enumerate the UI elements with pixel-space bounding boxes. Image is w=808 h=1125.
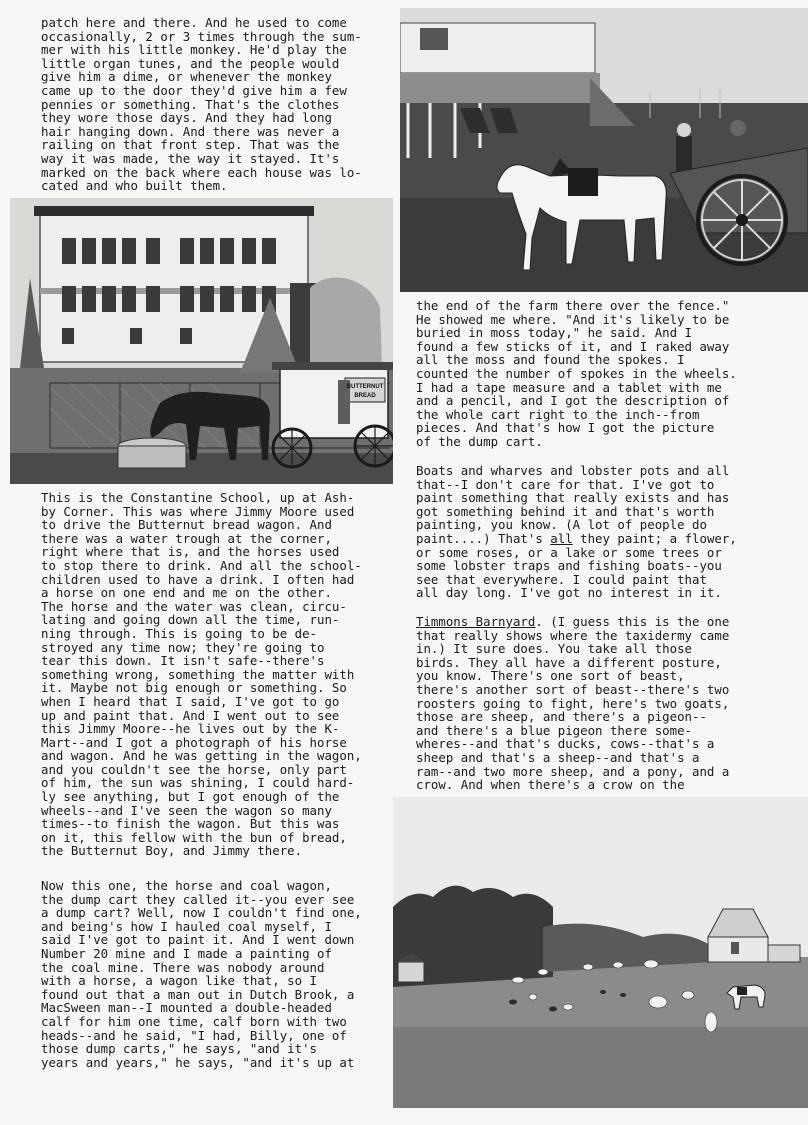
boats-text-part1: Boats and wharves and lobster pots and all that--I don't care for that. I've got to paint something that really exists and has got something behind it and that's worth painting, you know. (A lot of people do paint....) That's [416,463,730,546]
boats-text-part2: they paint; a flower, or some roses, or a lake or some trees or some lobster traps and fishing boats--you see that everywhere. I could paint that all day long. I've got no interest in it. [416,530,737,601]
school-painting-graphic [10,198,393,484]
paragraph-dump-cart-farm: the end of the farm there over the fence." He showed me where. "And it's likely to be buried in moss today," he said. And I found a few sticks of it, and I raked away all the moss and found the spokes. I counted the number of spokes in the wheels. I had a tape measure and a tablet with me and a pencil, and I got the description of the whole cart right to the inch--from pieces. And that's how I got the picture of the dump cart. [416,298,737,449]
barnyard-painting-graphic [393,797,808,1108]
barnyard-title: Timmons Barnyard [416,614,536,629]
paragraph-boats-and-wharves [416,464,737,600]
paragraph-constantine-school: This is the Constantine School, up at Ash- by Corner. This was where Jimmy Moore used to drive the Butternut bread wagon. And there was a water trough at the corner, right where that is, and the horses used to stop there to drink. And all the school- children used to have a drink. I often had a horse on one end and me on the other. The horse and the water was clean, circu- lating and going down all the time, run- ning through. This is going to be de- stroyed any time now; they're going to tear this down. It isn't safe--there's something wrong, something the matter with it. Maybe not big enough or something. So when I heard that I said, I've got to go up and paint that. And I went out to see this Jimmy Moore--he lives out by the K- Mart--and I got a photograph of his horse and wagon. And he was getting in the wagon, and you couldn't see the horse, only part of him, the sun was shining, I could hard- ly see anything, but I got enough of the wheels--and I've seen the wagon so many times--to finish the wagon. But this was on it, this fellow with the bun of bread, the Butternut Boy, and Jimmy there. [41,490,362,859]
paragraph-organ-grinder: patch here and there. And he used to come occasionally, 2 or 3 times through the sum- mer with his little monkey. He'd play the little organ tunes, and the people would give him a dime, or whenever the monkey came up to the door they'd give him a few pennies or something. That's the clothes they wore those days. And they had long hair hanging down. And there was never a railing on that front step. That was the way it was made, the way it stayed. It's marked on the back where each house was lo- cated and who built them. [41,15,362,194]
painting-constantine-school [10,198,393,484]
emphasis-all: all [550,530,573,546]
coal-wagon-painting-graphic [400,8,808,292]
barnyard-text: . (I guess this is the one that really shows where the taxidermy came in.) It sure does. You take all those birds. They all have a different posture, you know. There's one sort of beast, there's another sort of beast--there's two roosters going to fight, here's two goats, those are sheep, and there's a pigeon-- and there's a blue pigeon there some- wheres--and that's ducks, cows--that's a sheep and that's a sheep--and that's a ram--and two more sheep, and a pony, and a crow. And when there's a crow on the [416,614,730,793]
wagon-sign-text: BUTTERNUT [346,384,384,390]
painting-timmons-barnyard [393,797,808,1108]
wagon-sign-text-2: BREAD [354,393,376,399]
paragraph-coal-wagon: Now this one, the horse and coal wagon, the dump cart they called it--you ever see a dump cart? Well, now I couldn't find one, and being's how I hauled coal myself, I said I've got to paint it. And I went down Number 20 mine and I made a painting of the coal mine. There was nobody around with a horse, a wagon like that, so I found out that a man out in Dutch Brook, a MacSween man--I mounted a double-headed calf for him one time, calf born with two heads--and he said, "I had, Billy, one of those dump carts," he says, "and it's years and years," he says, "and it's up at [41,878,362,1070]
painting-horse-and-coal-wagon [400,8,808,292]
paragraph-timmons-barnyard [416,615,729,792]
